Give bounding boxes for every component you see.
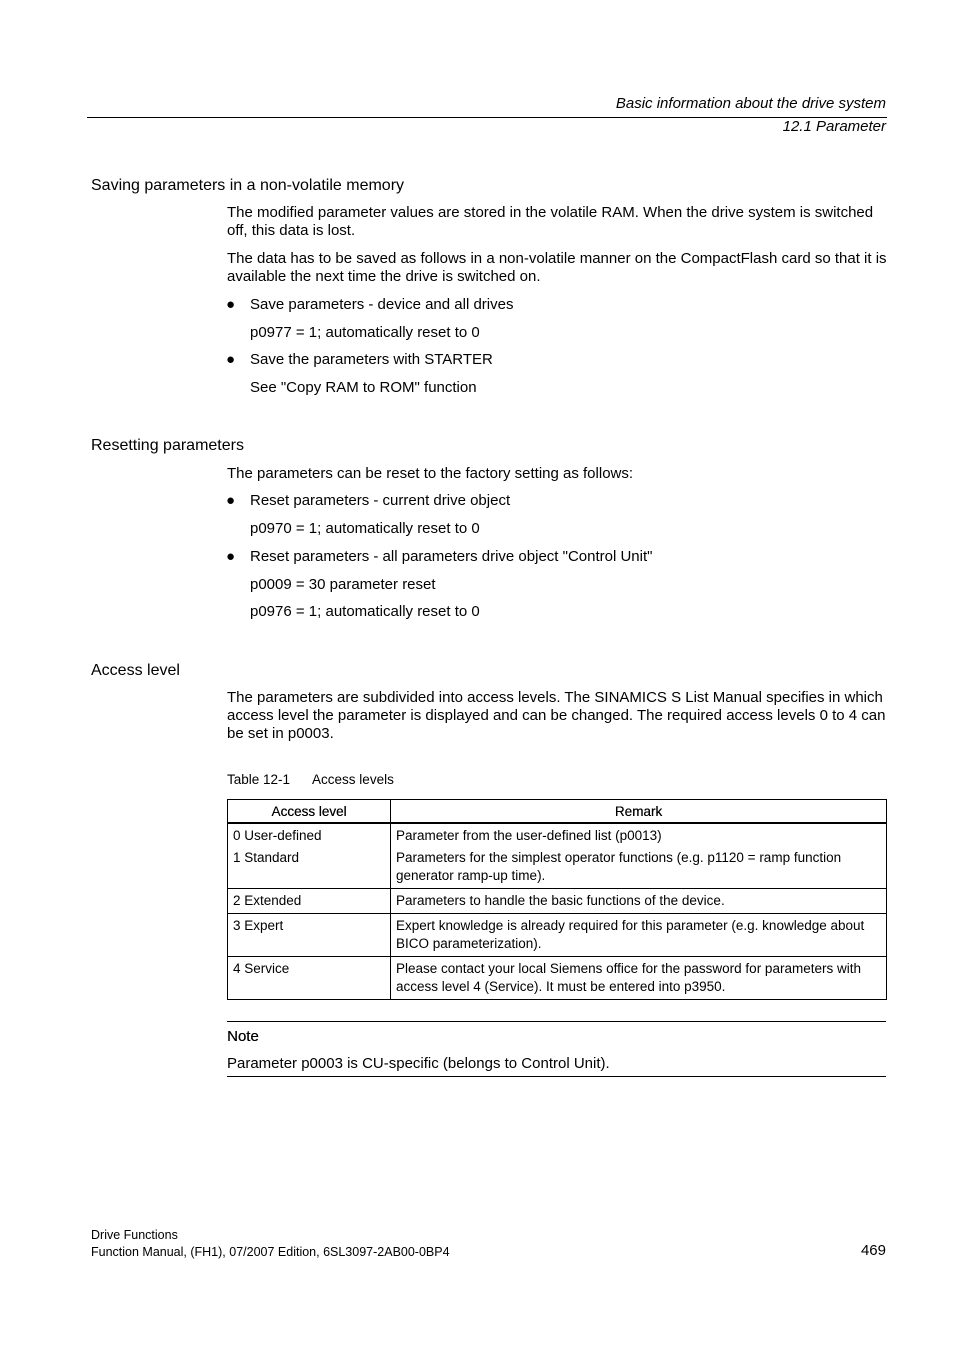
table-title: Access levels <box>312 772 394 787</box>
list-item: Reset parameters - all parameters drive object "Control Unit" <box>250 548 653 565</box>
access-level-value: 1 Standard <box>233 850 300 865</box>
access-levels-table <box>227 799 887 1000</box>
table-row <box>228 914 887 957</box>
list-item: Reset parameters - current drive object <box>250 492 511 509</box>
remark-cell: Please contact your local Siemens office for the password for parameters with access level 4 (Service). It must be entered into p3950. <box>391 957 887 1000</box>
bullet-icon: ● <box>226 351 236 368</box>
running-header-chapter: Basic information about the drive system <box>615 95 886 112</box>
column-header-access-level: Access level <box>228 800 391 824</box>
note-top-rule <box>227 1021 886 1022</box>
note-text: Parameter p0003 is CU-specific (belongs to Control Unit). <box>227 1055 610 1072</box>
list-item: Save the parameters with STARTER <box>250 351 493 368</box>
bullet-icon: ● <box>226 492 236 509</box>
section-heading-resetting: Resetting parameters <box>91 437 244 454</box>
remark-cell <box>391 823 887 889</box>
access-level-cell: 4 Service <box>228 957 391 1000</box>
table-header-row <box>228 800 887 824</box>
saving-paragraph-2: The data has to be saved as follows in a non-volatile manner on the CompactFlash card so that it is available the next time the drive is switched on. <box>227 250 887 285</box>
access-level-cell <box>228 823 391 889</box>
page-number: 469 <box>860 1242 886 1259</box>
list-item-detail: p0009 = 30 parameter reset <box>250 576 436 593</box>
footer-edition: Function Manual, (FH1), 07/2007 Edition, 6SL3097-2AB00-0BP4 <box>91 1245 450 1259</box>
table-number: Table 12-1 <box>227 772 291 787</box>
remark-value: Parameters for the simplest operator functions (e.g. p1120 = ramp function generator ramp-up time). <box>396 850 842 883</box>
list-item-detail: See "Copy RAM to ROM" function <box>250 379 477 396</box>
table-row <box>228 889 887 914</box>
access-level-value: 0 User-defined <box>233 828 322 843</box>
access-level-cell: 3 Expert <box>228 914 391 957</box>
remark-cell: Expert knowledge is already required for this parameter (e.g. knowledge about BICO parameterization). <box>391 914 887 957</box>
list-item: Save parameters - device and all drives <box>250 296 514 313</box>
table-caption <box>227 772 394 787</box>
running-header-section: 12.1 Parameter <box>782 118 886 135</box>
remark-cell: Parameters to handle the basic functions of the device. <box>391 889 887 914</box>
bullet-icon: ● <box>226 548 236 565</box>
note-bottom-rule <box>227 1076 886 1077</box>
section-heading-saving: Saving parameters in a non-volatile memory <box>91 177 405 194</box>
remark-value: Parameter from the user-defined list (p0013) <box>396 828 662 843</box>
section-heading-access: Access level <box>91 662 180 679</box>
note-title: Note <box>227 1028 259 1045</box>
access-level-cell: 2 Extended <box>228 889 391 914</box>
list-item-detail: p0970 = 1; automatically reset to 0 <box>250 520 480 537</box>
access-paragraph-1: The parameters are subdivided into access levels. The SINAMICS S List Manual specifies in which access level the parameter is displayed and can be changed. The required access levels 0 to 4 can be set in p0003. <box>227 689 886 742</box>
column-header-remark: Remark <box>391 800 887 824</box>
table-row <box>228 957 887 1000</box>
table-row <box>228 823 887 889</box>
list-item-detail: p0976 = 1; automatically reset to 0 <box>250 603 480 620</box>
footer-title: Drive Functions <box>91 1228 178 1242</box>
saving-paragraph-1: The modified parameter values are stored in the volatile RAM. When the drive system is switched off, this data is lost. <box>227 204 874 239</box>
resetting-paragraph-1: The parameters can be reset to the factory setting as follows: <box>227 465 634 482</box>
list-item-detail: p0977 = 1; automatically reset to 0 <box>250 324 480 341</box>
header-rule <box>87 117 887 118</box>
bullet-icon: ● <box>226 296 236 313</box>
